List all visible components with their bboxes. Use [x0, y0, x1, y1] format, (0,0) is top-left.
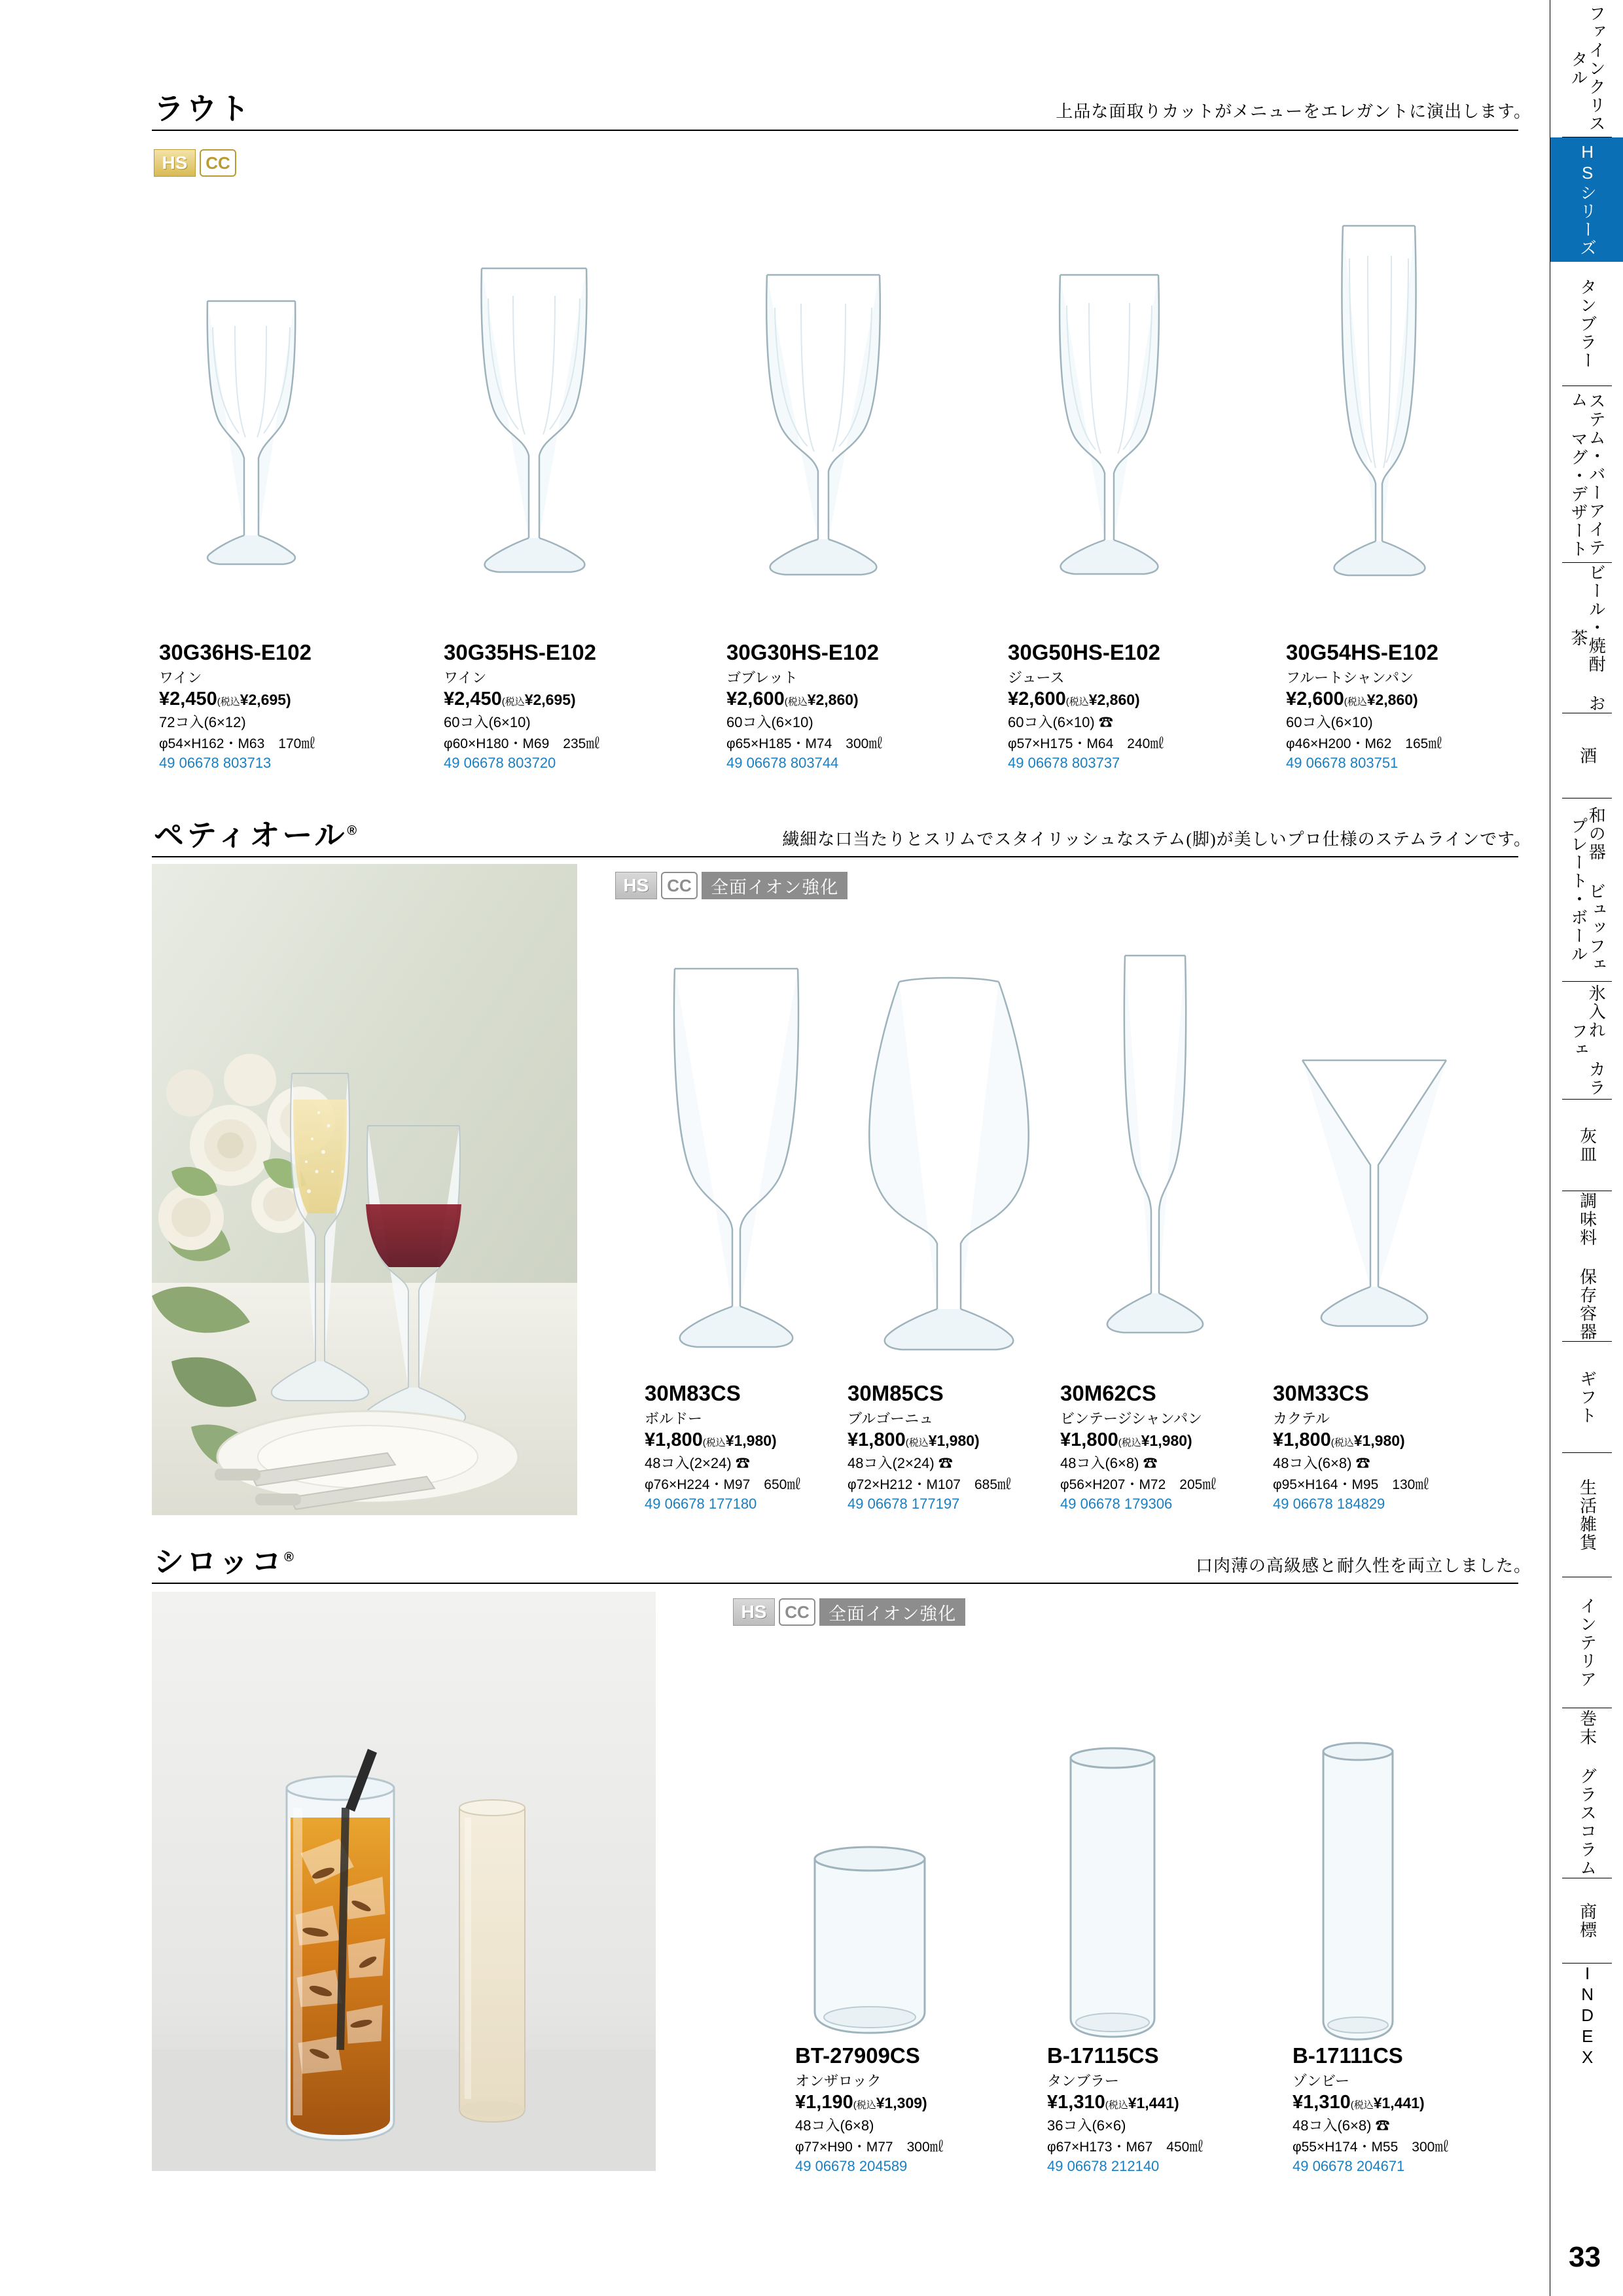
rail-item-ice-carafe[interactable]: 氷入れ カラフェ: [1550, 982, 1623, 1100]
product-price: ¥2,600(税込¥2,860): [1286, 689, 1418, 709]
product-jan: 49 06678 803737: [1008, 755, 1120, 771]
product-price: ¥1,800(税込¥1,980): [847, 1429, 980, 1450]
section-tab-rail[interactable]: [1550, 0, 1623, 2296]
product-30G54HS-E102: [1286, 640, 1442, 772]
product-BT-27909CS: [795, 2043, 944, 2175]
product-name: ワイン: [159, 670, 202, 686]
glass-image-30M85CS: [851, 962, 1047, 1414]
glass-image-B-17111CS: [1296, 1734, 1420, 2068]
product-30G35HS-E102: [444, 640, 599, 772]
photo-sirocco-drinks: [152, 1592, 656, 2171]
product-code: 30G50HS-E102: [1008, 640, 1160, 664]
product-name: ワイン: [444, 670, 487, 686]
badge-group-raut: [154, 149, 236, 177]
product-jan: 49 06678 177180: [645, 1496, 757, 1512]
hs-badge: HS: [154, 149, 196, 177]
section-rule-2: [152, 856, 1518, 857]
section-tagline-raut: 上品な面取りカットがメニューをエレガントに演出します。: [1056, 102, 1531, 121]
product-pack: 48コ入(2×24) ☎: [645, 1455, 750, 1471]
product-name: オンザロック: [795, 2073, 882, 2089]
rail-item-glass-column[interactable]: 巻末 グラスコラム: [1550, 1708, 1623, 1878]
product-dims: φ65×H185・M74 300㎖: [726, 736, 883, 751]
product-name: タンブラー: [1047, 2073, 1120, 2089]
product-pack: 36コ入(6×6): [1047, 2117, 1126, 2134]
product-name: カクテル: [1273, 1410, 1330, 1427]
product-dims: φ57×H175・M64 240㎖: [1008, 736, 1164, 751]
badge-group-sirocco: [733, 1598, 965, 1626]
glass-image-30M33CS: [1283, 1034, 1466, 1414]
product-price: ¥2,600(税込¥2,860): [1008, 689, 1140, 709]
glass-image-30M62CS: [1077, 936, 1234, 1414]
product-price: ¥2,450(税込¥2,695): [444, 689, 576, 709]
product-jan: 49 06678 184829: [1273, 1496, 1385, 1512]
product-pack: 60コ入(6×10): [444, 714, 531, 730]
ion-strengthened-badge: 全面イオン強化: [702, 872, 847, 899]
product-jan: 49 06678 204671: [1293, 2158, 1405, 2174]
section-title-sirocco: シロッコ®: [154, 1545, 296, 1579]
product-name: ゾンビー: [1293, 2073, 1350, 2089]
product-code: 30M33CS: [1273, 1381, 1369, 1405]
glass-image-30G35HS-E102: [445, 236, 628, 661]
rail-item-sake[interactable]: 酒: [1550, 713, 1623, 798]
product-code: 30M83CS: [645, 1381, 741, 1405]
product-pack: 48コ入(2×24) ☎: [847, 1455, 953, 1471]
section-title-raut: ラウト: [154, 92, 252, 126]
product-dims: φ55×H174・M55 300㎖: [1293, 2140, 1449, 2155]
hs-badge: HS: [733, 1598, 775, 1626]
product-price: ¥2,450(税込¥2,695): [159, 689, 291, 709]
rail-item-interior[interactable]: インテリア: [1550, 1577, 1623, 1708]
badge-group-petiole: [615, 872, 847, 899]
product-30G50HS-E102: [1008, 640, 1164, 772]
phone-icon: ☎: [1143, 1455, 1158, 1471]
rail-item-daily-goods[interactable]: 生活雑貨: [1550, 1453, 1623, 1577]
registered-mark: ®: [284, 1550, 296, 1565]
rail-item-seasoning-storage[interactable]: 調味料 保存容器: [1550, 1191, 1623, 1342]
glass-image-30M83CS: [645, 942, 828, 1414]
section-rule-3: [152, 1583, 1518, 1584]
product-dims: φ95×H164・M95 130㎖: [1273, 1477, 1429, 1492]
product-pack: 48コ入(6×8) ☎: [1293, 2117, 1390, 2134]
product-name: フルートシャンパン: [1286, 670, 1414, 686]
product-pack: 48コ入(6×8) ☎: [1273, 1455, 1370, 1471]
product-dims: φ56×H207・M72 205㎖: [1060, 1477, 1217, 1492]
product-pack: 60コ入(6×10): [1286, 714, 1373, 730]
glass-image-30G30HS-E102: [733, 236, 916, 661]
product-dims: φ46×H200・M62 165㎖: [1286, 736, 1442, 751]
phone-icon: ☎: [1098, 714, 1113, 730]
hs-badge: HS: [615, 872, 657, 899]
product-pack: 60コ入(6×10) ☎: [1008, 714, 1113, 730]
product-jan: 49 06678 177197: [847, 1496, 960, 1512]
phone-icon: ☎: [1375, 2117, 1390, 2134]
rail-item-fine-crystal[interactable]: ファインクリスタル: [1550, 0, 1623, 137]
product-price: ¥1,310(税込¥1,441): [1293, 2092, 1425, 2113]
rail-item-trademark[interactable]: 商標: [1550, 1878, 1623, 1964]
product-code: BT-27909CS: [795, 2043, 920, 2068]
product-jan: 49 06678 803751: [1286, 755, 1399, 771]
product-dims: φ67×H173・M67 450㎖: [1047, 2140, 1204, 2155]
product-code: 30G54HS-E102: [1286, 640, 1438, 664]
product-30M62CS: [1060, 1381, 1216, 1513]
product-price: ¥1,190(税込¥1,309): [795, 2092, 927, 2113]
product-price: ¥1,800(税込¥1,980): [1060, 1429, 1192, 1450]
product-dims: φ77×H90・M77 300㎖: [795, 2140, 944, 2155]
cc-badge: CC: [779, 1598, 815, 1626]
product-code: 30M62CS: [1060, 1381, 1156, 1405]
product-30M83CS: [645, 1381, 800, 1513]
product-price: ¥1,800(税込¥1,980): [645, 1429, 777, 1450]
product-30G30HS-E102: [726, 640, 882, 772]
cc-badge: CC: [661, 872, 698, 899]
product-name: ゴブレット: [726, 670, 798, 686]
phone-icon: ☎: [938, 1455, 953, 1471]
product-name: ブルゴーニュ: [847, 1410, 934, 1427]
product-jan: 49 06678 803713: [159, 755, 272, 771]
product-dims: φ54×H162・M63 170㎖: [159, 736, 315, 751]
product-pack: 48コ入(6×8): [795, 2117, 874, 2134]
glass-image-B-17115CS: [1047, 1741, 1178, 2068]
ion-strengthened-badge: 全面イオン強化: [819, 1598, 965, 1626]
product-code: 30G36HS-E102: [159, 640, 312, 664]
section-tagline-petiole: 繊細な口当たりとスリムでスタイリッシュなステム(脚)が美しいプロ仕様のステムラインです。: [782, 830, 1531, 849]
product-dims: φ72×H212・M107 685㎖: [847, 1477, 1012, 1492]
product-code: B-17115CS: [1047, 2043, 1159, 2068]
registered-mark: ®: [347, 823, 360, 838]
rail-item-ashtray[interactable]: 灰皿: [1550, 1100, 1623, 1191]
product-name: ジュース: [1008, 670, 1065, 686]
product-name: ビンテージシャンパン: [1060, 1410, 1203, 1427]
product-pack: 60コ入(6×10): [726, 714, 813, 730]
rail-item-beer-tea[interactable]: ビール・焼酎 お茶: [1550, 563, 1623, 713]
product-jan: 49 06678 803720: [444, 755, 556, 771]
product-jan: 49 06678 204589: [795, 2158, 908, 2174]
rail-item-tumbler[interactable]: タンブラー: [1550, 262, 1623, 386]
section-rule-1: [152, 130, 1518, 131]
glass-image-30G54HS-E102: [1296, 206, 1459, 658]
rail-item-japanese-tableware[interactable]: 和の器 ビュッフェ プレート・ボール: [1550, 798, 1623, 982]
product-B-17111CS: [1293, 2043, 1448, 2175]
cc-badge: CC: [200, 149, 236, 177]
product-price: ¥1,800(税込¥1,980): [1273, 1429, 1405, 1450]
rail-item-index[interactable]: INDEX: [1577, 1964, 1597, 2068]
product-pack: 48コ入(6×8) ☎: [1060, 1455, 1158, 1471]
phone-icon: ☎: [735, 1455, 750, 1471]
glass-image-BT-27909CS: [795, 1839, 946, 2062]
glass-image-30G36HS-E102: [167, 262, 337, 655]
product-code: 30M85CS: [847, 1381, 944, 1405]
page-number: 33: [1569, 2241, 1601, 2273]
product-dims: φ76×H224・M97 650㎖: [645, 1477, 801, 1492]
product-jan: 49 06678 179306: [1060, 1496, 1173, 1512]
section-tagline-sirocco: 口肉薄の高級感と耐久性を両立しました。: [1195, 1556, 1531, 1575]
product-code: 30G30HS-E102: [726, 640, 879, 664]
product-30M85CS: [847, 1381, 1011, 1513]
product-name: ボルドー: [645, 1410, 703, 1427]
section-title-petiole: ペティオール®: [154, 818, 360, 852]
phone-icon: ☎: [1355, 1455, 1370, 1471]
product-dims: φ60×H180・M69 235㎖: [444, 736, 600, 751]
rail-item-hs-series[interactable]: HSシリーズ: [1550, 137, 1623, 262]
product-code: B-17111CS: [1293, 2043, 1403, 2068]
rail-item-gift[interactable]: ギフト: [1550, 1342, 1623, 1453]
product-jan: 49 06678 212140: [1047, 2158, 1160, 2174]
product-price: ¥2,600(税込¥2,860): [726, 689, 859, 709]
glass-image-30G50HS-E102: [1021, 245, 1198, 658]
product-30G36HS-E102: [159, 640, 315, 772]
product-jan: 49 06678 803744: [726, 755, 839, 771]
product-pack: 72コ入(6×12): [159, 714, 246, 730]
rail-item-stem-bar[interactable]: ステム・バーアイテム マグ・デザート: [1550, 386, 1623, 563]
product-30M33CS: [1273, 1381, 1429, 1513]
product-code: 30G35HS-E102: [444, 640, 596, 664]
product-price: ¥1,310(税込¥1,441): [1047, 2092, 1179, 2113]
photo-petiole-table-setting: [152, 864, 577, 1515]
product-B-17115CS: [1047, 2043, 1203, 2175]
